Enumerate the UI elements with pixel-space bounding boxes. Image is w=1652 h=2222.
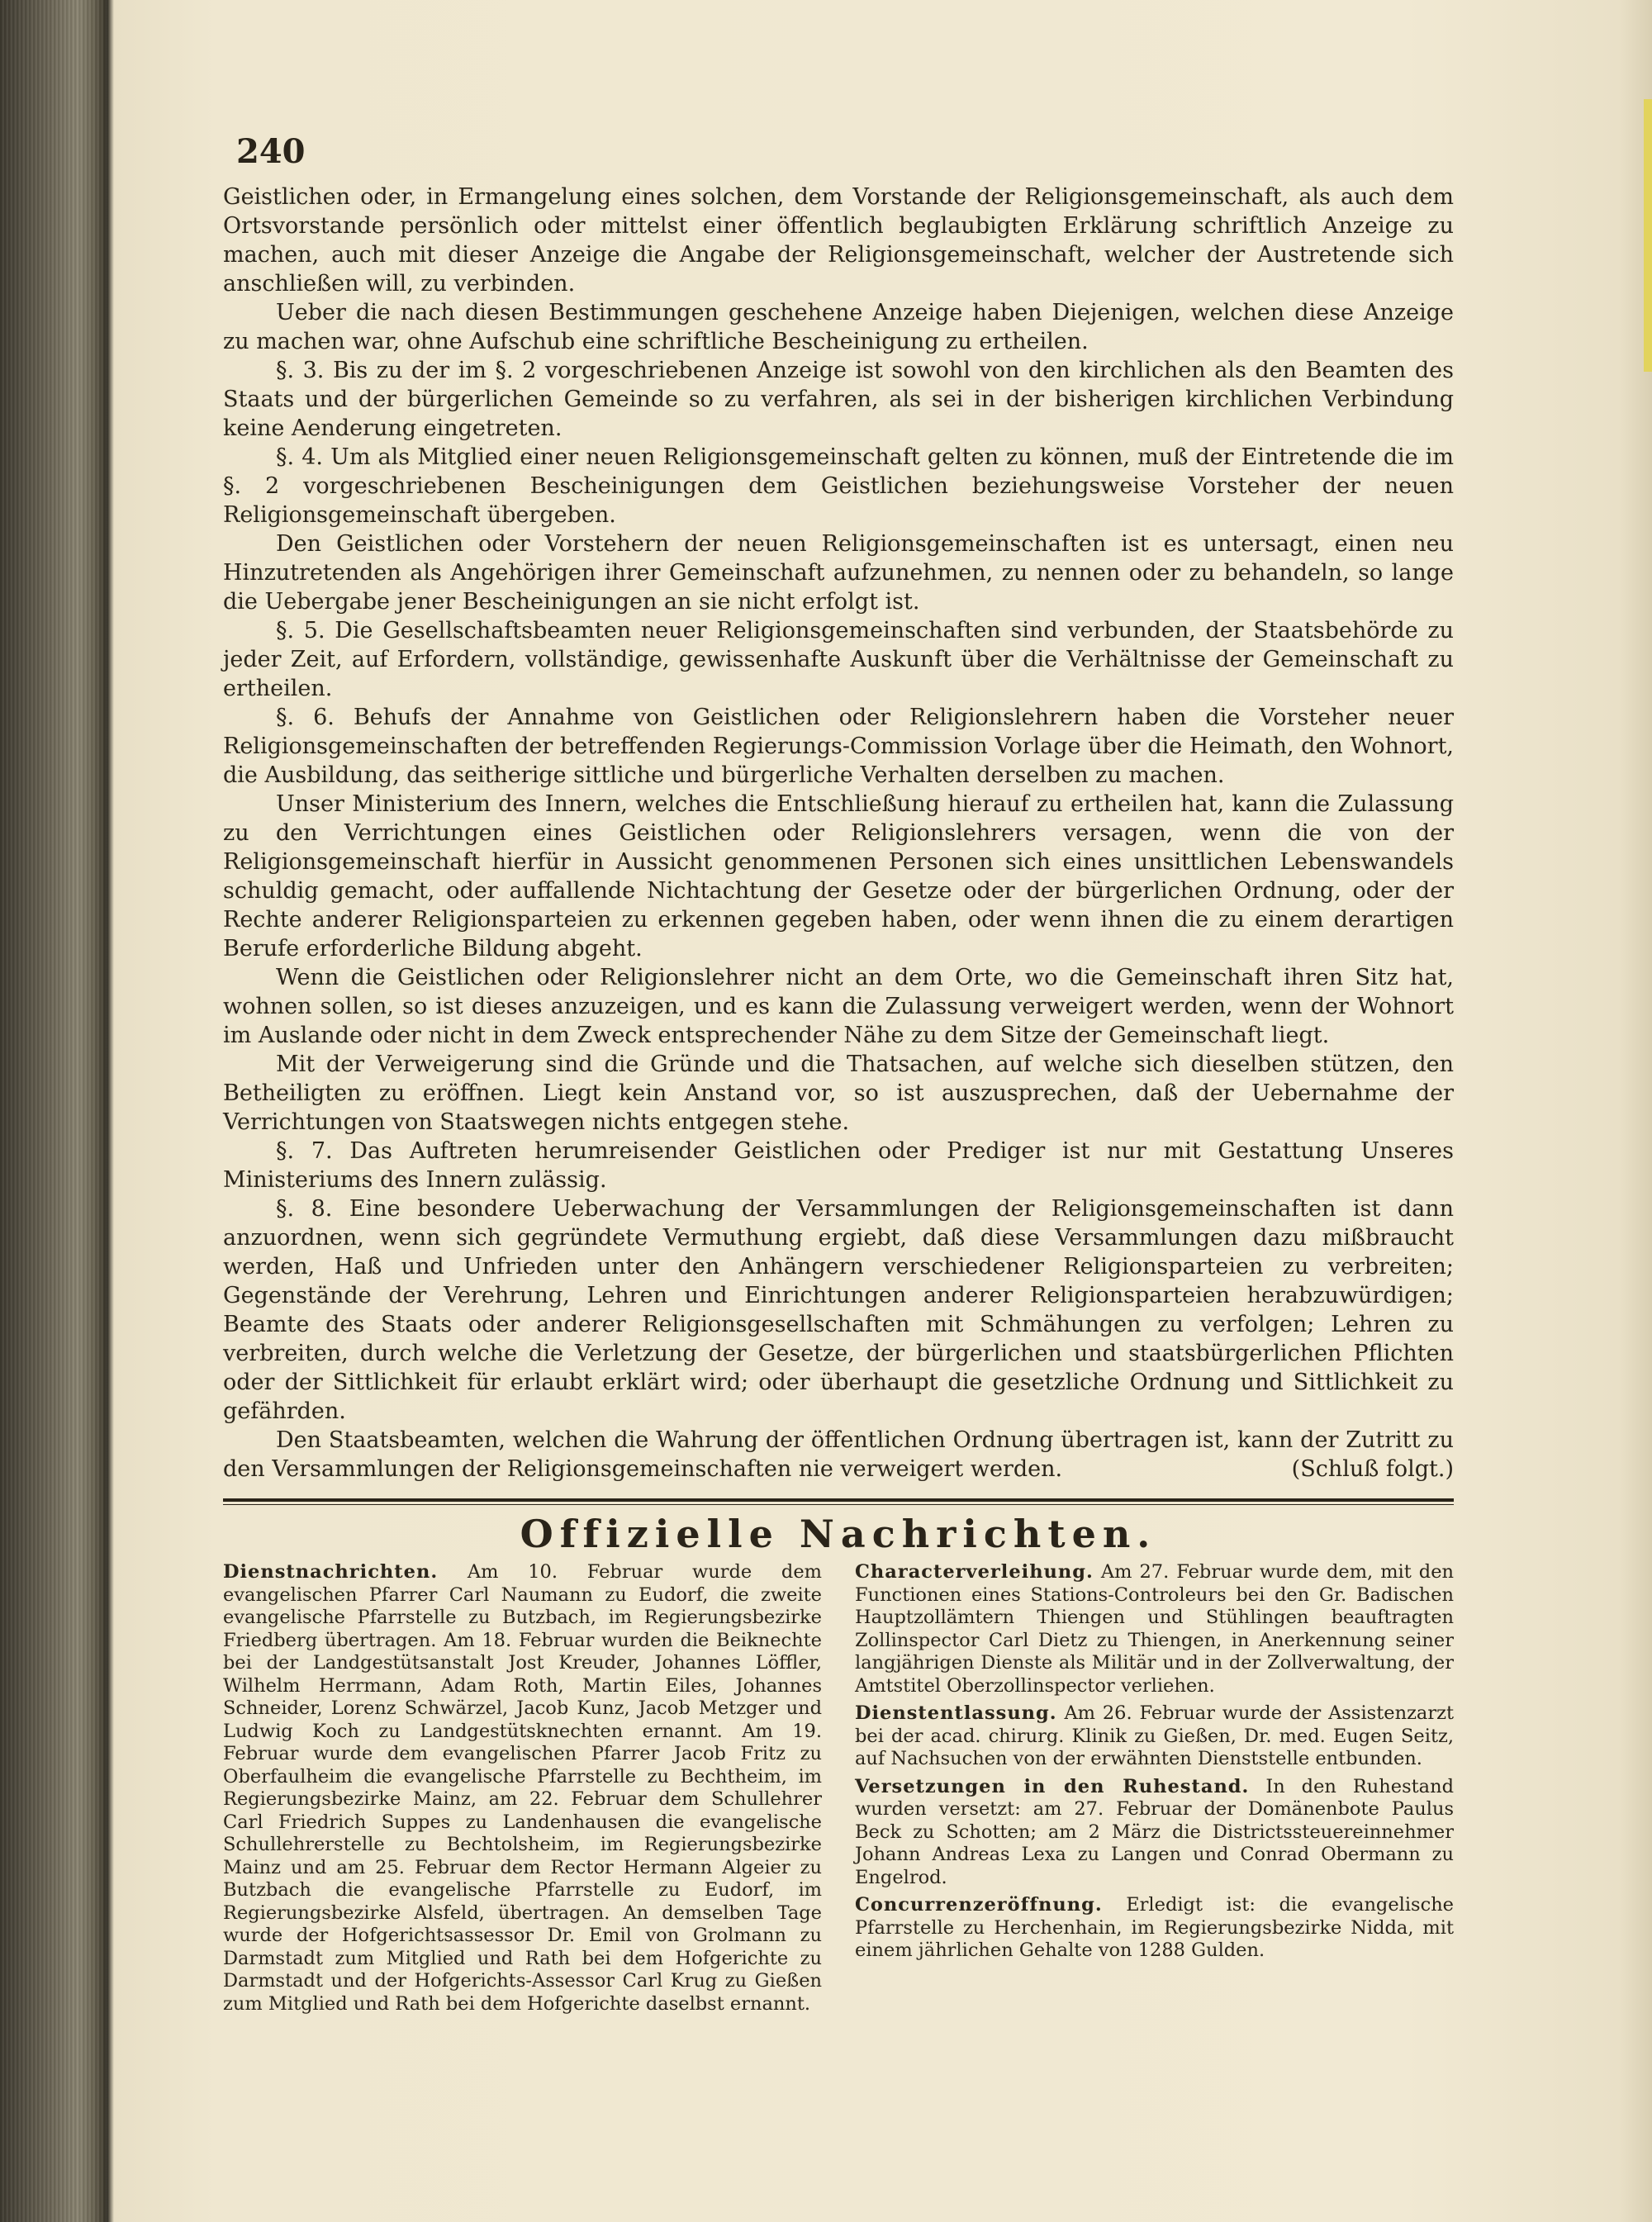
section-heading: Offizielle Nachrichten. [520, 1512, 1157, 1556]
bookmark-strip [1644, 99, 1652, 372]
paragraph: Geistlichen oder, in Ermangelung eines solchen, dem Vorstande der Religionsgemeinschaft, als auch dem Ortsvorstande persönlich oder mittelst einer öffentlich beglaubigten Erklärung schriftlich Anzeige zu machen, auch mit dieser Anzeige die Angabe der Religionsgemeinschaft, welcher der Austretende sich anschließen will, zu verbinden. [223, 184, 1454, 297]
news-item [223, 1561, 822, 2015]
paragraph: §. 8. Eine besondere Ueberwachung der Versammlungen der Religionsgemeinschaften ist dann anzuordnen, wenn sich gegründete Vermuthung ergiebt, daß diese Versammlungen dazu mißbraucht werden, Haß und Unfrieden unter den Anhängern verschiedener Religionsparteien zu verbreiten; Gegenstände der Verehrung, Lehren und Einrichtungen anderer Religionsparteien herabzuwürdigen; Beamte des Staats oder anderer Religionsgesellschaften mit Schmähungen zu verfolgen; Lehren zu verbreiten, durch welche die Verletzung der Gesetze, der bürgerlichen und staatsbürgerlichen Pflichten oder der Sittlichkeit für erlaubt erklärt wird; oder überhaupt die gesetzliche Ordnung und Sittlichkeit zu gefährden. [223, 1196, 1454, 1424]
book-edge [0, 0, 107, 2222]
paragraph: Ueber die nach diesen Bestimmungen geschehene Anzeige haben Diejenigen, welchen diese Anzeige zu machen war, ohne Aufschub eine schriftliche Bescheinigung zu ertheilen. [223, 300, 1454, 354]
paragraph: §. 5. Die Gesellschaftsbeamten neuer Religionsgemeinschaften sind verbunden, der Staatsbehörde zu jeder Zeit, auf Erfordern, vollständige, gewissenhafte Auskunft über die Verhältnisse der Gemeinschaft zu ertheilen. [223, 618, 1454, 701]
left-column [223, 1561, 822, 2020]
news-item [855, 1702, 1454, 1771]
news-text: Am 27. Februar wurde dem, mit den Functionen eines Stations-Controleurs bei den Gr. Badischen Hauptzollämtern Thiengen und Stühlingen beauftragten Zollinspector Carl Dietz zu Thiengen, in Anerkennung seiner langjährigen Dienste als Militär und in der Zollverwaltung, der Amtstitel Oberzollinspector verliehen. [855, 1561, 1454, 1697]
closing-text: Den Staatsbeamten, welchen die Wahrung der öffentlichen Ordnung übertragen ist, kann der Zutritt zu den Versammlungen der Religionsgemeinschaften nie verweigert werden. [223, 1427, 1454, 1482]
news-heading: Dienstentlassung. [855, 1702, 1057, 1724]
news-item [855, 1894, 1454, 1963]
news-text: Am 10. Februar wurde dem evangelischen Pfarrer Carl Naumann zu Eudorf, die zweite evangelische Pfarrstelle zu Butzbach, im Regierungsbezirke Friedberg übertragen. Am 18. Februar wurden die Beiknechte bei der Landgestütsanstalt Jost Kreuder, Johannes Löffler, Wilhelm Herrmann, Adam Roth, Martin Eiles, Johannes Schneider, Lorenz Schwärzel, Jacob Kunz, Jacob Metzger und Ludwig Koch zu Landgestütsknechten ernannt. Am 19. Februar wurde dem evangelischen Pfarrer Jacob Fritz zu Oberfaulheim die evangelische Pfarrstelle zu Bechtheim, im Regierungsbezirke Mainz, am 22. Februar dem Schullehrer Carl Friedrich Suppes zu Landenhausen die evangelische Schullehrerstelle zu Bechtolsheim, im Regierungsbezirke Mainz und am 25. Februar dem Rector Hermann Algeier zu Butzbach die evangelische Pfarrstelle zu Eudorf, im Regierungsbezirke Alsfeld, übertragen. An demselben Tage wurde der Hofgerichtsassessor Dr. Emil von Grolmann zu Darmstadt zum Mitglied und Rath bei dem Hofgerichte zu Darmstadt und der Hofgerichts-Assessor Carl Krug zu Gießen zum Mitglied und Rath bei dem Hofgerichte daselbst ernannt. [223, 1561, 822, 2015]
news-heading: Dienstnachrichten. [223, 1561, 439, 1583]
right-column [855, 1561, 1454, 2020]
paragraph: §. 7. Das Auftreten herumreisender Geistlichen oder Prediger ist nur mit Gestattung Unseres Ministeriums des Innern zulässig. [223, 1138, 1454, 1193]
paragraph: Unser Ministerium des Innern, welches die Entschließung hierauf zu ertheilen hat, kann die Zulassung zu den Verrichtungen eines Geistlichen oder Religionslehrers versagen, wenn die von der Religionsgemeinschaft hierfür in Aussicht genommenen Personen sich eines unsittlichen Lebenswandels schuldig gemacht, oder auffallende Nichtachtung der Gesetze oder der bürgerlichen Ordnung, oder der Rechte anderer Religionsparteien zu erkennen gegeben haben, oder wenn ihnen die zu einem derartigen Berufe erforderliche Bildung abgeht. [223, 791, 1454, 961]
law-text [223, 183, 1454, 1484]
paragraph: §. 6. Behufs der Annahme von Geistlichen oder Religionslehrern haben die Vorsteher neuer Religionsgemeinschaften der betreffenden Regierungs-Commission Vorlage über die Heimath, den Wohnort, die Ausbildung, das seitherige sittliche und bürgerliche Verhalten derselben zu machen. [223, 705, 1454, 788]
closing-paragraph [223, 1426, 1454, 1484]
news-text: Am 26. Februar wurde der Assistenzarzt bei der acad. chirurg. Klinik zu Gießen, Dr. med. Eugen Seitz, auf Nachsuchen von der erwähnten Dienststelle entbunden. [855, 1702, 1454, 1769]
news-heading: Versetzungen in den Ruhestand. [855, 1775, 1250, 1797]
news-heading: Concurrenzeröffnung. [855, 1894, 1103, 1916]
section-divider [223, 1498, 1454, 1505]
news-columns [223, 1561, 1454, 2020]
news-heading: Characterverleihung. [855, 1561, 1094, 1583]
page-content [223, 132, 1454, 2020]
news-item [855, 1561, 1454, 1697]
paragraph: Mit der Verweigerung sind die Gründe und die Thatsachen, auf welche sich dieselben stützen, den Betheiligten zu eröffnen. Liegt kein Anstand vor, so ist auszusprechen, daß der Uebernahme der Verrichtungen von Staatswegen nichts entgegen stehe. [223, 1052, 1454, 1135]
paragraph: Den Geistlichen oder Vorstehern der neuen Religionsgemeinschaften ist es untersagt, einen neu Hinzutretenden als Angehörigen ihrer Gemeinschaft aufzunehmen, zu nennen oder zu behandeln, so lange die Uebergabe jener Bescheinigungen an sie nicht erfolgt ist. [223, 531, 1454, 615]
paragraph: §. 3. Bis zu der im §. 2 vorgeschriebenen Anzeige ist sowohl von den kirchlichen als den Beamten des Staats und der bürgerlichen Gemeinde so zu verfahren, als sei in der bisherigen kirchlichen Verbindung keine Aenderung eingetreten. [223, 358, 1454, 441]
news-item [855, 1776, 1454, 1890]
paragraph: Wenn die Geistlichen oder Religionslehrer nicht an dem Orte, wo die Gemeinschaft ihren Sitz hat, wohnen sollen, so ist dieses anzuzeigen, und es kann die Zulassung verweigert werden, wenn der Wohnort im Auslande oder nicht in dem Zweck entsprechender Nähe zu dem Sitze der Gemeinschaft liegt. [223, 965, 1454, 1048]
paragraph: §. 4. Um als Mitglied einer neuen Religionsgemeinschaft gelten zu können, muß der Eintretende die im §. 2 vorgeschriebenen Bescheinigungen dem Geistlichen beziehungsweise Vorsteher der neuen Religionsgemeinschaft übergeben. [223, 444, 1454, 528]
page-number: 240 [236, 132, 306, 171]
news-text: In den Ruhestand wurden versetzt: am 27. Februar der Domänenbote Paulus Beck zu Schotten; am 2 März die Districtssteuereinnehmer Johann Andreas Lexa zu Langen und Conrad Obermann zu Engelrod. [855, 1775, 1454, 1888]
continuation-note: (Schluß folgt.) [1291, 1456, 1454, 1482]
news-text: Erledigt ist: die evangelische Pfarrstelle zu Herchenhain, im Regierungsbezirke Nidda, mit einem jährlichen Gehalte von 1288 Gulden. [855, 1894, 1454, 1961]
